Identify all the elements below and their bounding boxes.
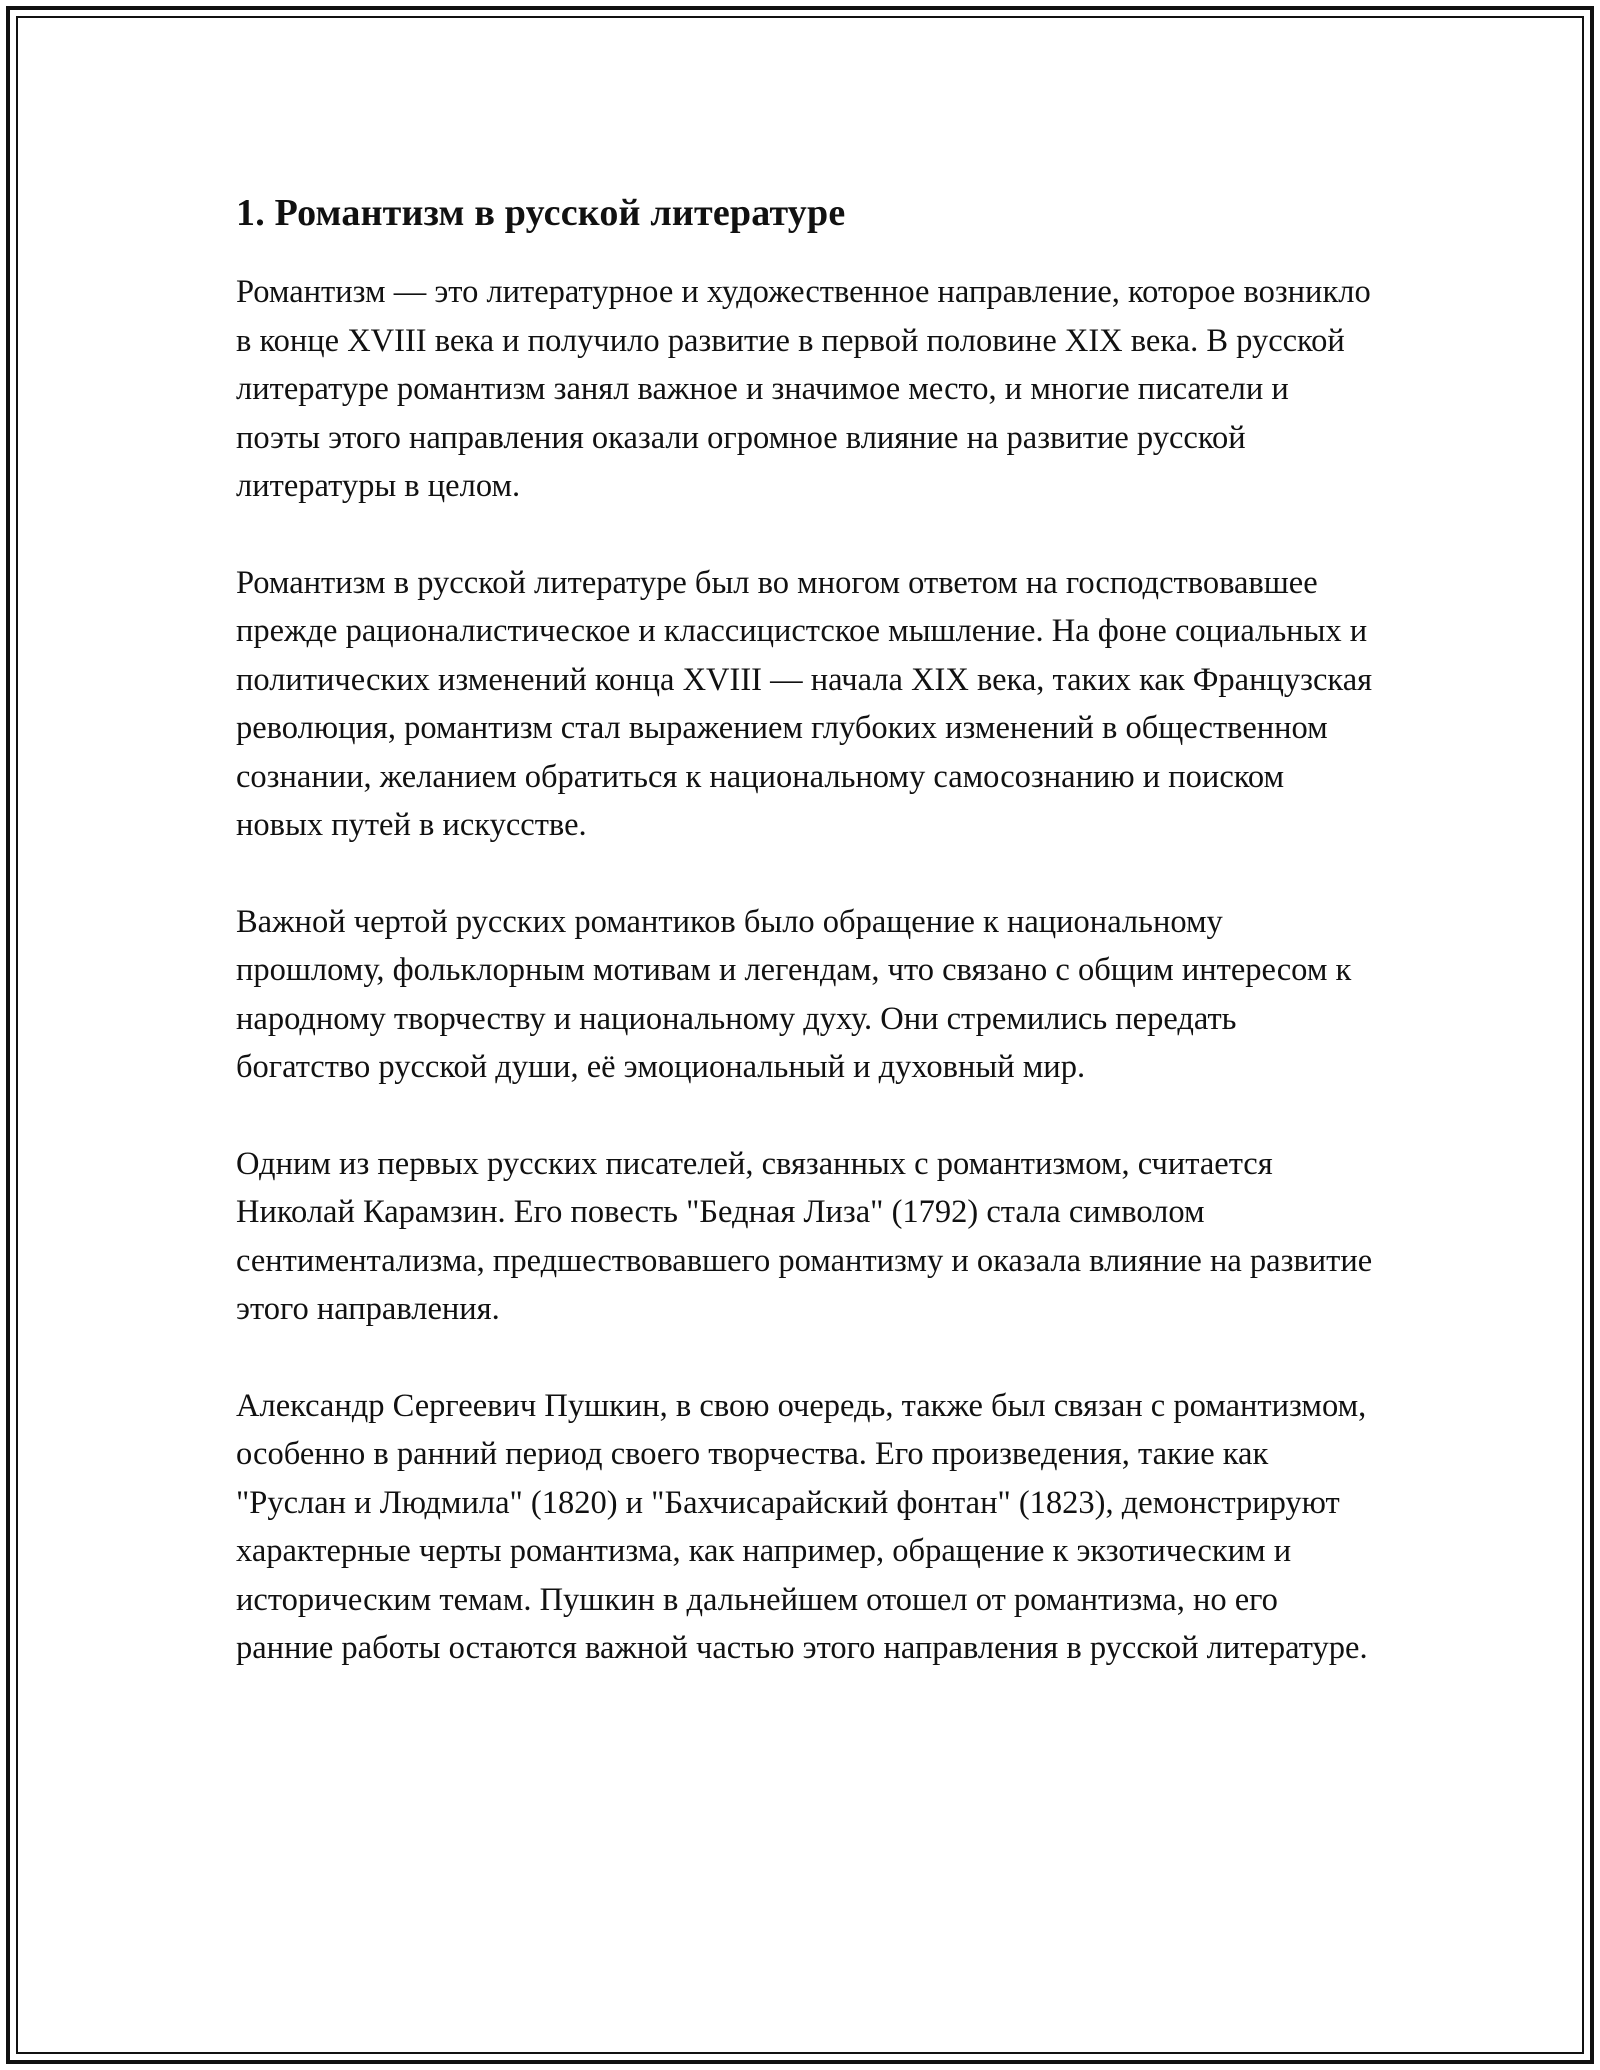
- paragraph: Романтизм — это литературное и художественное направление, которое возникло в конце XVIII века и получило развитие в первой половине XIX века. В русской литературе романтизм занял важное и значимое место, и многие писатели и поэты этого направления оказали огромное влияние на развитие русской литературы в целом.: [236, 274, 1371, 504]
- section-heading: 1. Романтизм в русской литературе: [236, 192, 846, 234]
- document-body: [236, 188, 1376, 1721]
- paragraph: Одним из первых русских писателей, связанных с романтизмом, считается Николай Карамзин. Его повесть "Бедная Лиза" (1792) стала символом сентиментализма, предшествовавшего романтизму и оказала влияние на развитие этого направления.: [236, 1145, 1373, 1327]
- paragraph: Важной чертой русских романтиков было обращение к национальному прошлому, фольклорным мотивам и легендам, что связано с общим интересом к народному творчеству и национальному духу. Они стремились передать богатство русской души, её эмоциональный и духовный мир.: [236, 903, 1352, 1085]
- paragraph: Александр Сергеевич Пушкин, в свою очередь, также был связан с романтизмом, особенно в ранний период своего творчества. Его произведения, такие как "Руслан и Людмила" (1820) и "Бахчисарайский фонтан" (1823), демонстрируют характерные черты романтизма, как например, обращение к экзотическим и историческим темам. Пушкин в дальнейшем отошел от романтизма, но его ранние работы остаются важной частью этого направления в русской литературе.: [236, 1387, 1368, 1666]
- paragraph-list: [236, 268, 1376, 1673]
- paragraph: Романтизм в русской литературе был во многом ответом на господствовавшее прежде рационалистическое и классицистское мышление. На фоне социальных и политических изменений конца XVIII — начала XIX века, таких как Французская революция, романтизм стал выражением глубоких изменений в общественном сознании, желанием обратиться к национальному самосознанию и поиском новых путей в искусстве.: [236, 564, 1373, 843]
